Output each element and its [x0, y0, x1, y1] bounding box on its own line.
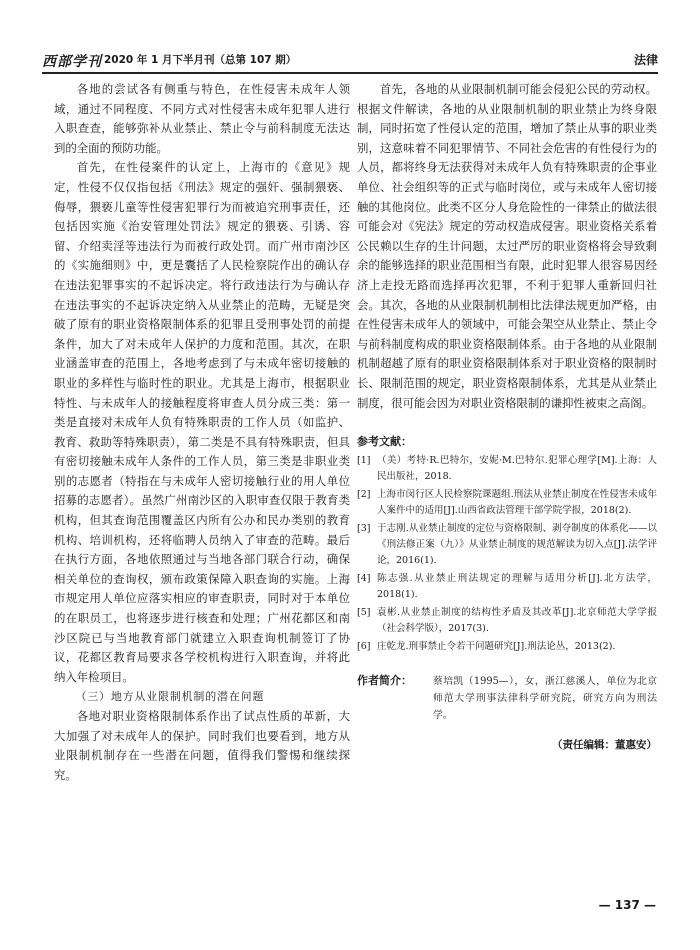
reference-item: [2] 上海市闵行区人民检察院课题组.刑法从业禁止制度在性侵害未成年人案件中的适用[J].山西省政法管理干部学院学报，2018(2).	[357, 489, 657, 517]
journal-logo: 西部学刊	[42, 54, 102, 70]
right-column	[357, 80, 657, 756]
page-number: — 137 —	[598, 898, 656, 912]
page-header	[42, 50, 658, 74]
left-column	[54, 80, 350, 785]
paragraph: 各地的尝试各有侧重与特色，在性侵害未成年人领域，通过不同程度、不同方式对性侵害未成年犯罪人进行入职查查，能够弥补从业禁止、禁止令与前科制度无法达到的全面的预防功能。	[54, 82, 350, 155]
reference-item: [5] 袁彬.从业禁止制度的结构性矛盾及其改革[J].北京师范大学学报（社会科学版），2017(3).	[357, 607, 657, 635]
author-label: 作者简介：	[357, 674, 412, 688]
reference-list	[357, 453, 657, 655]
author-bio	[357, 673, 657, 724]
author-text: 蔡培凯（1995—），女，浙江慈溪人，单位为北京师范大学刑事法律科学研究院，研究方向为刑法学。	[433, 676, 657, 722]
section-category: 法律	[633, 53, 658, 67]
paragraph: 各地对职业资格限制体系作出了试点性质的革新，大大加强了对未成年人的保护。同时我们也要看到，地方从业限制机制存在一些潜在问题，值得我们警惕和继续探究。	[54, 709, 350, 782]
references-heading: 参考文献：	[357, 435, 412, 449]
paragraph: 首先，各地的从业限制机制可能会侵犯公民的劳动权。根据文件解读，各地的从业限制机制的职业禁止为终身限制，同时拓宽了性侵认定的范围，增加了禁止从事的职业类别，这意味着不同犯罪情节、不同社会危害的有性侵行为的人员，都将终身无法获得对未成年人负有特殊职责的企事业单位、社会组织等的正式与临时岗位，或与未成年人密切接触的其他岗位。此类不区分人身危险性的一律禁止的做法很可能会对《宪法》规定的劳动权造成侵害。职业资格关系着公民赖以生存的生计问题，太过严厉的职业资格将会导致剩余的能够选择的职业范围相当有限，此时犯罪人很容易因经济上走投无路而选择再次犯罪，不利于犯罪人重新回归社会。其次，各地的从业限制机制相比法律法规更加严格，由在性侵害未成年人的领域中，可能会架空从业禁止、禁止令与前科制度构成的职业资格限制体系。由于各地的从业限制机制超越了原有的职业资格限制体系对于职业资格的限制时长、限制范围的规定，职业资格限制体系，尤其是从业禁止制度，很可能会因为对职业资格限制的谦抑性被束之高阁。	[357, 82, 657, 410]
reference-item: [1] （美）考特·R.巴特尔，安妮·M.巴特尔.犯罪心理学[M].上海：人民出版社，2018.	[357, 455, 657, 483]
reference-item: [4] 陈志强.从业禁止刑法规定的理解与适用分析[J].北方法学，2018(1).	[357, 573, 657, 601]
editor-credit: （责任编辑：董惠安）	[552, 739, 657, 752]
issue-info: 2020 年 1 月下半月刊（总第 107 期）	[104, 54, 297, 66]
reference-item: [3] 于志刚.从业禁止制度的定位与资格限制、剥夺制度的体系化——以《刑法修正案（九）》从业禁止制度的规范解读为切入点[J].法学评论，2016(1).	[357, 523, 657, 567]
paragraph: 首先，在性侵案件的认定上，上海市的《意见》规定，性侵不仅仅指包括《刑法》规定的强奸、强制猥亵、侮辱，猥亵儿童等性侵害犯罪行为而被追究刑事责任，还包括因实施《治安管理处罚法》规定的猥亵、引诱、容留、介绍卖淫等违法行为而被行政处罚。而广州市南沙区的《实施细则》中，更是囊括了人民检察院作出的确认存在违法犯罪事实的不起诉决定。将行政违法行为与确认存在违法事实的不起诉决定纳入从业禁止的范畴，无疑是突破了原有的职业资格限制体系的犯罪且受刑事处罚的前提条件，加大了对未成年人保护的力度和范围。其次，在职业涵盖审查的范围上，各地考虑到了与未成年密切接触的职业的多样性与临时性的职业。尤其是上海市，根据职业特性、与未成年人的接触程度将审查人员分成三类：第一类是直接对未成年人负有特殊职责的工作人员（如监护、教育、救助等特殊职责），第二类是不具有特殊职责，但具有密切接触未成年人条件的工作人员，第三类是非职业类别的志愿者（特指在与未成年人密切接触行业的用人单位招募的志愿者）。虽然广州南沙区的入职审查仅限于教育类机构，但其查询范围覆盖区内所有公办和民办类别的教育机构、培训机构，还将临聘人员纳入了审查的范畴。最后在执行方面，各地依照通过与当地各部门联合行动，确保相关单位的查询权，颁布政策保障入职查询的实施。上海市规定用人单位应落实相应的审查职责，同时对于本单位的在职员工，也将逐步进行核查和处理；广州花都区和南沙区院已与当地教育部门就建立入职查询机制签订了协议，花都区教育局要求各学校机构进行入职查询，并将此纳入年检项目。	[54, 160, 350, 684]
subsection-heading: （三）地方从业限制机制的潜在问题	[75, 690, 265, 704]
reference-item: [6] 庄乾龙.刑事禁止令若干问题研究[J].刑法论丛，2013(2).	[357, 641, 616, 653]
